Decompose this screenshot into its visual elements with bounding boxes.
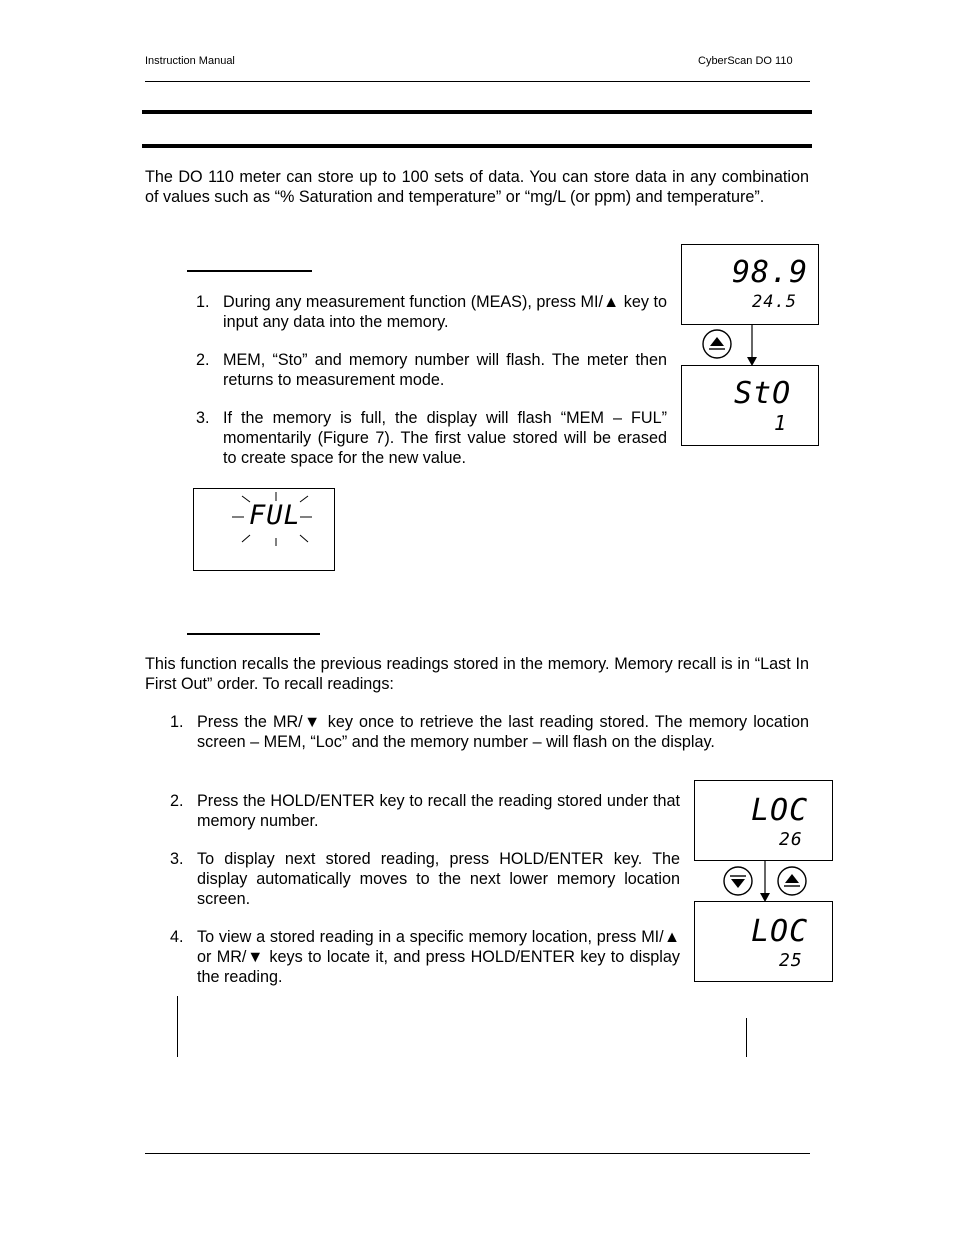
footer-rule — [145, 1153, 810, 1154]
section-rule-bottom — [142, 144, 812, 148]
lcd-sub-value: 25 — [779, 950, 803, 971]
header-left: Instruction Manual — [145, 55, 235, 67]
header-right: CyberScan DO 110 — [698, 55, 793, 67]
lcd-sub-value: 24.5 — [752, 292, 797, 312]
step-text: If the memory is full, the display will flash “MEM – FUL” momentarily (Figure 7). The first value stored will be erased to create space for the new value. — [223, 409, 667, 468]
lcd-main-value: LOC — [751, 793, 809, 828]
recall-step-2 — [170, 791, 680, 833]
lcd-location-25-clip — [694, 901, 834, 971]
step-number: 1. — [170, 713, 184, 731]
lcd-memory-full — [193, 488, 335, 571]
up-key-icon — [778, 867, 806, 895]
step-number: 2. — [170, 792, 184, 810]
lcd-location-25 — [694, 901, 833, 982]
lcd-sub-value: 26 — [779, 829, 803, 850]
note-box-right-border — [746, 1018, 747, 1057]
lcd-main-value: StO — [734, 376, 792, 411]
step-text: During any measurement function (MEAS), press MI/▲ key to input any data into the memory. — [223, 293, 667, 332]
header-rule — [145, 81, 810, 82]
step-number: 1. — [196, 293, 210, 311]
lcd-sub-value: 1 — [774, 411, 788, 435]
lcd-store — [681, 365, 819, 446]
store-step-1 — [196, 292, 667, 334]
recall-step-3 — [170, 849, 680, 911]
down-key-icon — [724, 867, 752, 895]
step-number: 4. — [170, 928, 184, 946]
lcd-main-value: 98.9 — [732, 255, 809, 290]
up-key-icon — [703, 330, 731, 358]
store-step-2 — [196, 350, 667, 392]
step-text: Press the MR/▼ key once to retrieve the last reading stored. The memory location screen – MEM, “Loc” and the memory number – will flash on the display. — [197, 713, 809, 752]
recall-keys-arrow — [720, 861, 812, 903]
step-text: To display next stored reading, press HOLD/ENTER key. The display automatically moves to the next lower memory location screen. — [197, 850, 680, 909]
store-step-3 — [196, 408, 667, 470]
arrow-down-icon — [747, 325, 757, 366]
store-key-arrow — [700, 325, 770, 367]
recall-step-1 — [170, 712, 809, 774]
recall-step-4 — [170, 927, 680, 989]
step-text: To view a stored reading in a specific memory location, press MI/▲ or MR/▼ keys to locate it, and press HOLD/ENTER key to display the reading. — [197, 928, 680, 987]
lcd-location-26 — [694, 780, 833, 861]
arrow-down-icon — [760, 861, 770, 902]
note-box-left-border — [177, 996, 178, 1057]
store-heading-underline — [187, 270, 312, 272]
step-number: 2. — [196, 351, 210, 369]
step-number: 3. — [196, 409, 210, 427]
recall-intro: This function recalls the previous readings stored in the memory. Memory recall is in “Last In First Out” order. To recall readings: — [145, 655, 809, 694]
lcd-main-value: LOC — [751, 914, 809, 949]
step-text: Press the HOLD/ENTER key to recall the reading stored under that memory number. — [197, 792, 680, 831]
step-number: 3. — [170, 850, 184, 868]
recall-heading-underline — [187, 633, 320, 635]
lcd-measurement — [681, 244, 819, 325]
lcd-main-value: FUL — [249, 500, 301, 531]
intro-paragraph: The DO 110 meter can store up to 100 sets of data. You can store data in any combination of values such as “% Saturation and temperature” or “mg/L (or ppm) and temperature”. — [145, 168, 809, 207]
step-text: MEM, “Sto” and memory number will flash. The meter then returns to measurement mode. — [223, 351, 667, 390]
section-rule-top — [142, 110, 812, 114]
